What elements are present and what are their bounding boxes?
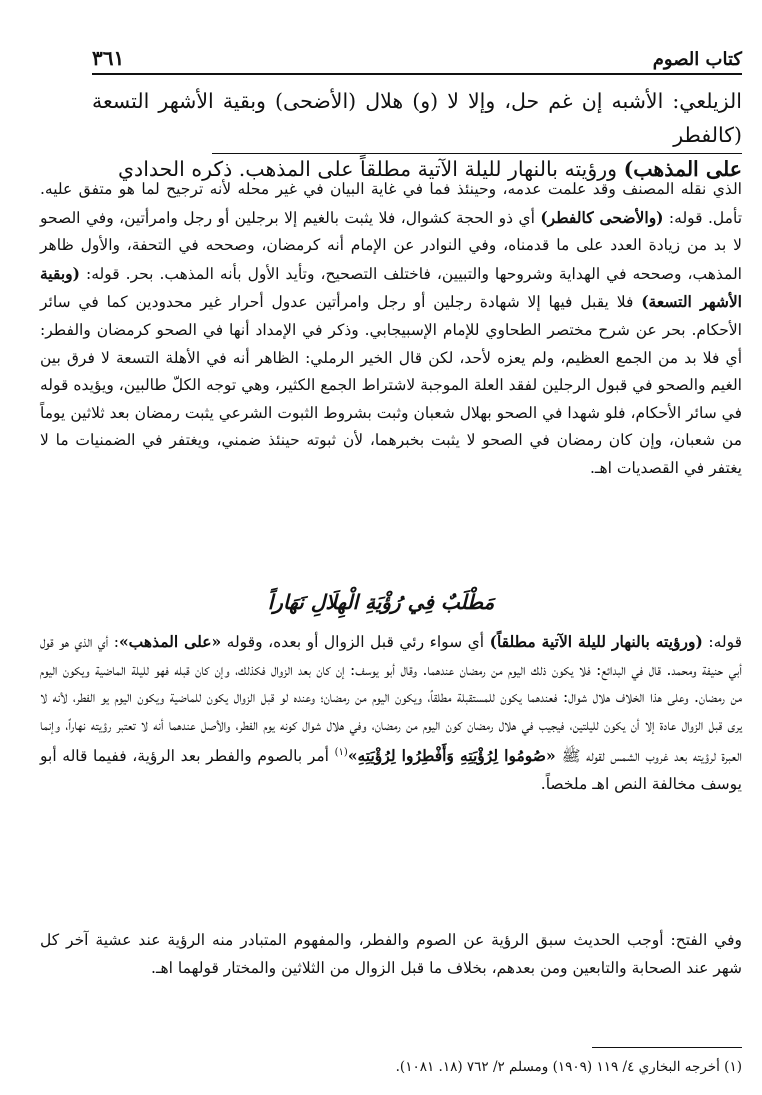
commentary-text: الذي نقله المصنف وقد علمت عدمه، وحينئذ فما في غاية البيان في غير محله لأنه ترجيح لما هو متفق عليه. تأمل. قوله: [40,180,743,227]
commentary-paragraph-2 [40,628,742,799]
main-text-line-1: الزيلعي: الأشبه إن غم حل، وإلا لا (و) هلال (الأضحى) وبقية الأشهر التسعة (كالفطر [92,89,742,147]
commentary-text: قوله: [702,633,743,651]
main-text-divider [212,153,742,154]
main-text-rest: ورؤيته بالنهار لليلة الآتية مطلقاً على المذهب. ذكره الحدادي [118,157,624,181]
section-heading: مَطْلَبٌ فِي رُؤْيَةِ الْهِلَالِ نَهَاراً [267,590,495,614]
commentary-text: فلا يقبل فيها إلا شهادة رجلين أو رجل وامرأتين عدول أحرار غير محدودين كما في سائر الأحكام. بحر عن شرح مختصر الطحاوي للإمام الإسبيجابي. وذكر في الإمداد أنها في الصحو كرمضان والفطر: أي فلا بد من الجمع العظيم، ولم يعزه لأحد، لكن قال الخير الرملي: الظاهر أنه في الأهلة التسعة لا فرق بين الغيم والصحو في قبول الرجلين لفقد العلة الموجبة لاشتراط الجمع الكثير، وهي توجه الكلّ طالبين، ويؤيده قوله في سائر الأحكام، فلو شهدا في الصحو بهلال شعبان وثبت بشروط الثبوت الشرعي يثبت رمضان بعد ثلاثين يوماً من شعبان، وإن كان رمضان في الصحو لا يثبت بخبرهما، لأن ثبوته حينئذ ضمني، ويغتفر في الضمنيات ما لا يغتفر في القصديات اهـ. [40,293,742,477]
quoted-lemma: (والأضحى كالفطر) [540,207,664,227]
commentary-text: أي سواء رئي قبل الزوال أو بعده، وقوله [221,633,490,651]
footnote-divider [592,1047,742,1048]
page-number: ٣٦١ [92,46,125,70]
quoted-lemma: «على المذهب» [118,632,222,651]
commentary-text: : أي الذي هو قول أبي حنيفة ومحمد. قال في البدائع: فلا يكون ذلك اليوم من رمضان عندهما. وقال أبو يوسف: إن كان بعد الزوال فكذلك، وإن كان قبله فهو لليلة الماضية ويكون اليوم من رمضان. وعلى هذا الخلاف هلال شوال: فعندهما يكون للمستقبلة مطلقاً، ويكون اليوم من رمضان؛ وعنده لو قبل الزوال يكون للماضية ويكون اليوم يو الفطر، لأنه لا يرى قبل الزوال عادة إلا أن يكون لليلتين، فيجيب في هلال رمضان كون اليوم من رمضان، وفي هلال شوال كونه يوم الفطر، والأصل عندهما أنه لا تعتبر رؤيته نهاراً، وإنما العبرة لرؤيته بعد غروب الشمس لقوله ﷺ [40,633,742,766]
commentary-paragraph-1 [40,176,742,483]
commentary-text: أي ذو الحجة كشوال، فلا يثبت بالغيم إلا برجلين أو رجل وامرأتين، وفي الصحو لا بد من زيادة العدد على ما قدمناه، وفي النوادر عن الإمام أنه كرمضان، وصححه في التحفة، والأول ظاهر المذهب، وصححه في الهداية وشروحها والتبيين، فاختلف التصحيح، وتأيد الأول بأنه المذهب. بحر. قوله: [40,208,742,283]
footnote-reference[interactable]: (١) [334,747,348,759]
running-header [92,40,742,75]
quoted-lemma: (وبقية الأشهر التسعة) [40,263,742,312]
hadith-quote: «صُومُوا لِرُؤْيَتِهِ وَأَفْطِرُوا لِرُؤْيَتِهِ» [347,746,562,766]
commentary-paragraph-3: وفي الفتح: أوجب الحديث سبق الرؤية عن الصوم والفطر، والمفهوم المتبادر منه الرؤية عند عشية آخر كل شهر عند الصحابة والتابعين ومن بعدهم، بخلاف ما قبل الزوال من الثلاثين والمختار قولهما اهـ. [40,931,742,977]
book-title: كتاب الصوم [652,49,742,70]
footnote: (١) أخرجه البخاري ٤/ ١١٩ (١٩٠٩) ومسلم ٢/ ٧٦٢ (١٨. ١٠٨١). [395,1059,742,1075]
main-text [92,84,742,186]
commentary-text: أمر بالصوم والفطر بعد الرؤية، ففيما قاله أبو يوسف مخالفة النص اهـ ملخصاً. [40,747,742,794]
main-text-bold-phrase: على المذهب) [623,157,742,181]
quoted-lemma: (ورؤيته بالنهار لليلة الآتية مطلقاً) [489,632,703,651]
